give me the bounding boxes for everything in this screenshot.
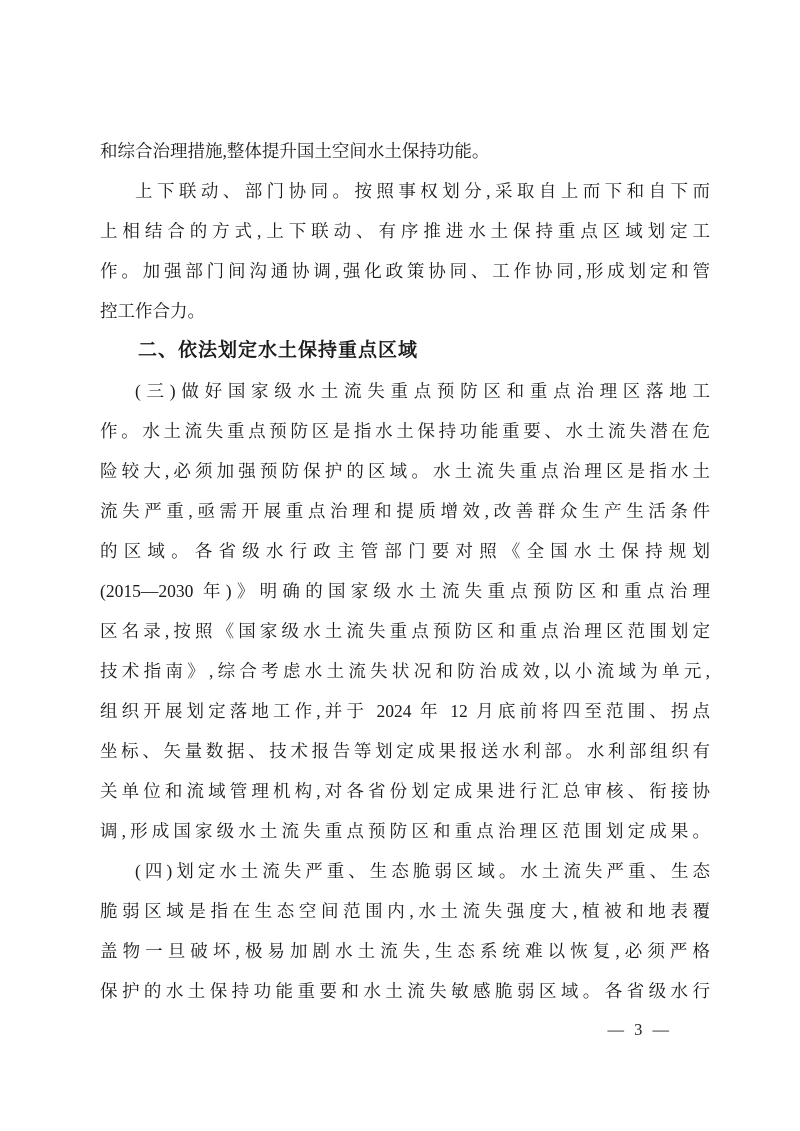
- text-line: (2015—2030 年)》明确的国家级水土流失重点预防区和重点治理: [100, 581, 710, 601]
- text-line: 坐标、矢量数据、技术报告等划定成果报送水利部。水利部组织有: [100, 741, 710, 761]
- text-line: 技术指南》,综合考虑水土流失状况和防治成效,以小流域为单元,: [100, 661, 710, 681]
- paragraph-item-four: [100, 851, 710, 1011]
- text-line: 盖物一旦破坏,极易加剧水土流失,生态系统难以恢复,必须严格: [100, 941, 710, 961]
- text-line: 的区域。各省级水行政主管部门要对照《全国水土保持规划: [100, 541, 710, 561]
- text-line: 流失严重,亟需开展重点治理和提质增效,改善群众生产生活条件: [100, 501, 710, 521]
- text-line: 上相结合的方式,上下联动、有序推进水土保持重点区域划定工: [100, 221, 710, 241]
- text-line: 控工作合力。: [100, 301, 205, 321]
- section-heading: 二、依法划定水土保持重点区域: [138, 340, 419, 361]
- text-line: 险较大,必须加强预防保护的区域。水土流失重点治理区是指水土: [100, 461, 710, 481]
- page-number: — 3 —: [607, 1020, 672, 1039]
- text-line: 上下联动、部门协同。按照事权划分,采取自上而下和自下而: [135, 181, 710, 201]
- document-body: [100, 131, 710, 1011]
- text-line: (四)划定水土流失严重、生态脆弱区域。水土流失严重、生态: [135, 861, 710, 881]
- text-line: 作。水土流失重点预防区是指水土保持功能重要、水土流失潜在危: [100, 421, 710, 441]
- paragraph-continuation: [100, 131, 710, 171]
- text-line: 保护的水土保持功能重要和水土流失敏感脆弱区域。各省级水行: [100, 981, 710, 1001]
- text-line: 关单位和流域管理机构,对各省份划定成果进行汇总审核、衔接协: [100, 781, 710, 801]
- paragraph-item-three: [100, 371, 710, 851]
- text-line: 区名录,按照《国家级水土流失重点预防区和重点治理区范围划定: [100, 621, 710, 641]
- text-line: 作。加强部门间沟通协调,强化政策协同、工作协同,形成划定和管: [100, 261, 710, 281]
- text-line: 和综合治理措施,整体提升国土空间水土保持功能。: [100, 141, 490, 161]
- text-line: 调,形成国家级水土流失重点预防区和重点治理区范围划定成果。: [100, 821, 710, 841]
- text-line: 脆弱区域是指在生态空间范围内,水土流失强度大,植被和地表覆: [100, 901, 710, 921]
- text-line: 组织开展划定落地工作,并于 2024 年 12 月底前将四至范围、拐点: [100, 701, 710, 721]
- page-footer: [608, 1017, 673, 1043]
- text-line: (三)做好国家级水土流失重点预防区和重点治理区落地工: [135, 381, 710, 401]
- paragraph-coordination: [100, 171, 710, 331]
